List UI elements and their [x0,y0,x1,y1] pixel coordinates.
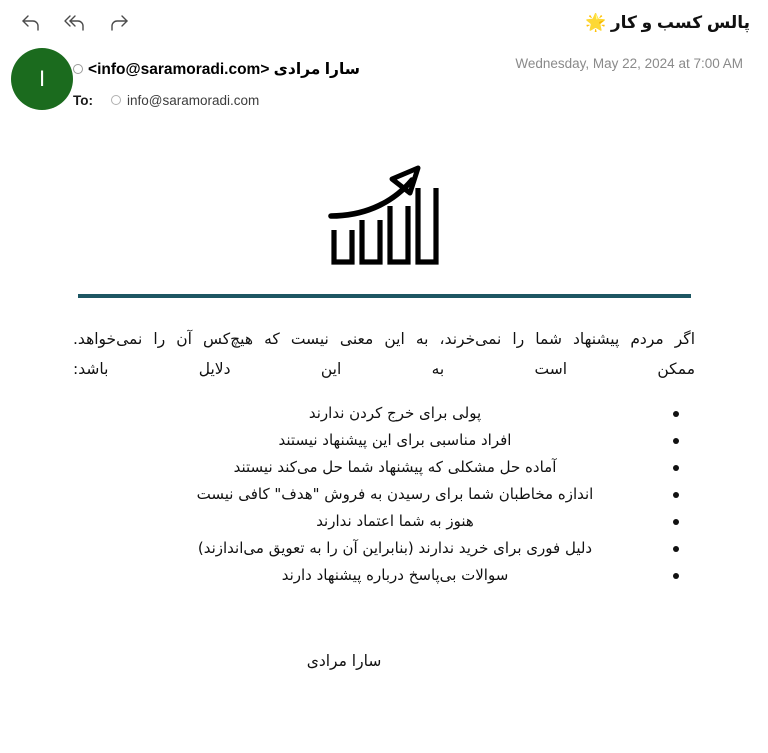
reasons-list [73,400,695,589]
recipient-presence-icon [111,95,121,105]
list-item [73,481,695,508]
avatar: I [11,48,73,110]
email-action-toolbar [18,10,132,36]
sender-name-and-address[interactable]: سارا مرادی <info@saramoradi.com> [88,60,361,78]
bullet-icon [673,411,679,417]
list-item [73,562,695,589]
list-item-label: هنوز به شما اعتماد ندارند [316,512,474,530]
forward-icon[interactable] [106,10,132,36]
body-paragraph-1: اگر مردم پیشنهاد شما را نمی‌خرند، به این معنی نیست که هیچ‌کس آن را نمی‌خواهد. [73,330,695,348]
subject-row [0,0,768,42]
list-item [73,427,695,454]
signature-name: سارا مرادی [306,652,382,670]
sender-row [0,42,768,120]
reply-all-icon[interactable] [62,10,88,36]
list-item-label: دلیل فوری برای خرید ندارند (بنابراین آن را به تعویق می‌اندازند) [197,539,593,557]
to-label: To: [73,92,93,108]
list-item [73,400,695,427]
recipient-address[interactable]: info@saramoradi.com [127,92,260,108]
list-item-label: اندازه مخاطبان شما برای رسیدن به فروش "هدف" کافی نیست [196,485,594,503]
bullet-icon [673,438,679,444]
list-item-label: پولی برای خرج کردن ندارند [308,404,482,422]
growth-chart-logo-icon [328,162,440,270]
list-item [73,454,695,481]
bullet-icon [673,465,679,471]
list-item-label: سوالات بی‌پاسخ درباره پیشنهاد دارند [281,566,509,584]
recipient-line [73,90,768,110]
presence-indicator-icon [73,64,83,74]
email-header [0,0,768,120]
logo-container [0,120,768,280]
body-text-block [73,298,695,382]
list-item [73,508,695,535]
bullet-icon [673,492,679,498]
reply-icon[interactable] [18,10,44,36]
email-subject: پالس کسب و کار 🌟 [584,13,750,32]
email-body [0,120,768,671]
bullet-icon [673,519,679,525]
list-item-label: آماده حل مشکلی که پیشنهاد شما حل می‌کند نیستند [233,458,557,476]
bullet-icon [673,573,679,579]
body-paragraph-2: ممکن است به این دلایل باشد: [73,360,695,378]
signature-block [73,589,695,671]
email-timestamp: Wednesday, May 22, 2024 at 7:00 AM [515,56,743,71]
list-item [73,535,695,562]
bullet-icon [673,546,679,552]
list-item-label: افراد مناسبی برای این پیشنهاد نیستند [278,431,512,449]
